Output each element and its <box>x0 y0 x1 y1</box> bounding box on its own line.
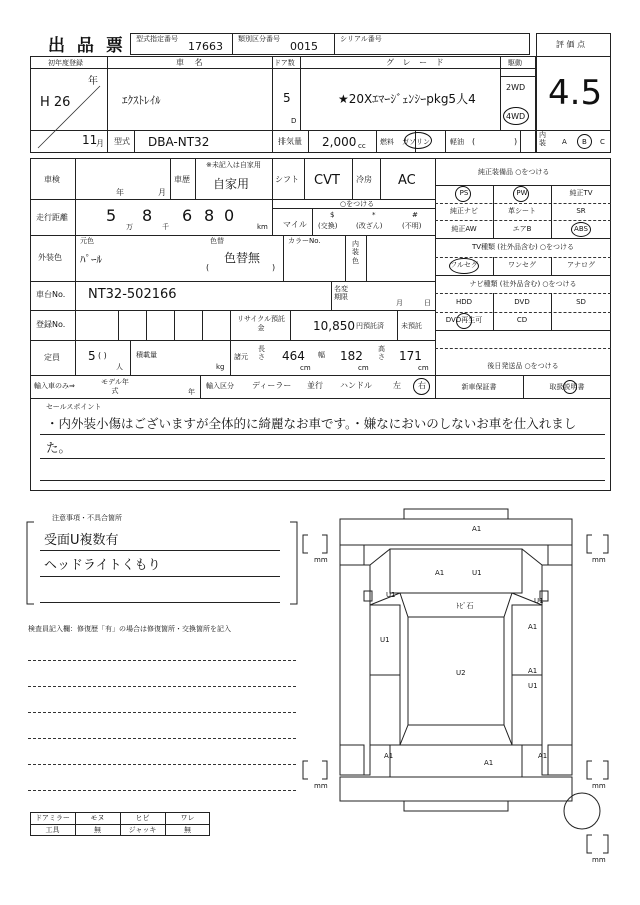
equip-title: 純正装備品 ○をつける <box>478 168 550 176</box>
car-name-value: ｴｸｽﾄﾚｲﾙ <box>122 94 161 107</box>
color-change-open: ( <box>206 263 210 272</box>
mileage-mile: マイル <box>283 220 307 229</box>
mm-fr: mm <box>592 556 606 564</box>
damage-roof: U2 <box>456 669 466 677</box>
car-name-label: 車 名 <box>176 58 207 67</box>
recycle-label: リサイクル預託金 <box>236 315 286 333</box>
mileage-digit-5: 0 <box>224 206 235 225</box>
navi-dvd-play: DVD再生可 <box>445 316 483 324</box>
color-change-label: 色替 <box>210 237 224 245</box>
mileage-sen: 千 <box>162 223 169 231</box>
shift-label: シフト <box>275 175 299 184</box>
mm-rl: mm <box>314 782 328 790</box>
width-unit: cm <box>358 364 369 372</box>
navi-dvd: DVD <box>514 298 530 306</box>
damage-hood-u1: U1 <box>472 569 482 577</box>
mirror-break: ワレ <box>180 814 195 822</box>
load-label: 積載量 <box>136 351 157 359</box>
grade-value: ★20Xｴﾏｰｼﾞｪﾝｼｰpkg5人4 <box>338 92 476 106</box>
displacement-value: 2,000 <box>322 135 357 149</box>
height-value: 171 <box>399 349 422 363</box>
doors-value: 5 <box>283 91 291 105</box>
mileage-man: 万 <box>126 223 133 231</box>
first-reg-month: 11 <box>82 133 98 147</box>
damage-left-door: U1 <box>380 636 390 644</box>
navi-cd: CD <box>516 316 528 324</box>
equip-sr: SR <box>576 207 586 215</box>
model-value: DBA-NT32 <box>148 135 210 149</box>
class-label: 類別区分番号 <box>238 35 280 43</box>
name-change-label: 名変期限 <box>334 285 348 302</box>
color-label: 外装色 <box>38 253 62 262</box>
first-reg-month-unit: 月 <box>96 139 104 148</box>
capacity-paren: ( ) <box>98 351 107 360</box>
reg-no-label: 登録No. <box>36 320 66 329</box>
drive-2wd: 2WD <box>506 83 526 92</box>
notes-item-1: 受面U複数有 <box>44 533 119 548</box>
mileage-unit: km <box>257 223 268 231</box>
import-year: 年 <box>188 388 195 396</box>
history-value: 自家用 <box>213 177 250 191</box>
mileage-unknown-label: (不明) <box>402 222 422 230</box>
capacity-label: 定員 <box>44 353 60 362</box>
import-model-year: モデル年式 <box>101 378 129 396</box>
capacity-value: 5 <box>88 349 96 363</box>
equip-ps: PS <box>459 189 469 197</box>
color-change-close: ) <box>272 263 276 272</box>
equip-navi: 純正ナビ <box>450 207 478 215</box>
first-reg-year-unit: 年 <box>88 76 98 87</box>
damage-trunk: A1 <box>484 759 494 767</box>
mileage-digit-1: 5 <box>106 206 117 225</box>
later-title: 後日発送品 ○をつける <box>487 362 559 370</box>
import-dealer: ディーラー <box>252 381 292 390</box>
length-label: 長さ <box>258 345 265 361</box>
class-no: 0015 <box>290 40 318 53</box>
mileage-alter: * <box>372 211 376 219</box>
tools-label: 工具 <box>45 826 60 834</box>
jack-value: 無 <box>184 826 191 834</box>
grade-label: グ レ ー ド <box>386 58 447 67</box>
drive-4wd-circle <box>503 107 529 125</box>
width-label: 幅 <box>318 351 325 359</box>
drive-4wd: 4WD <box>506 112 526 121</box>
import-right-circle <box>413 378 430 395</box>
length-value: 464 <box>282 349 305 363</box>
damage-right-fender: U1 <box>534 597 544 605</box>
displacement-label: 排気量 <box>278 137 302 146</box>
later-manual-circle <box>563 380 577 394</box>
cooling-value: AC <box>398 173 416 188</box>
import-parallel: 並行 <box>307 381 323 390</box>
equip-abs-circle <box>571 222 591 237</box>
navi-hdd: HDD <box>455 298 473 306</box>
navi-dvd-play-circle <box>456 313 472 329</box>
mileage-swap-label: (交換) <box>318 222 338 230</box>
tv-full-circle <box>449 258 479 274</box>
mm-fl: mm <box>314 556 328 564</box>
length-unit: cm <box>300 364 311 372</box>
equip-abs: ABS <box>574 225 588 233</box>
score-value: 4.5 <box>548 73 603 113</box>
equip-ps-circle <box>455 186 471 202</box>
recycle-unit: 円預託済 <box>356 322 384 330</box>
mileage-swap: $ <box>330 211 335 219</box>
damage-front-bumper: A1 <box>472 525 482 533</box>
dims-label: 諸元 <box>234 353 248 361</box>
jack-label: ジャッキ <box>128 826 157 834</box>
width-value: 182 <box>340 349 363 363</box>
cooling-label: 冷房 <box>356 175 372 184</box>
color-change-value: 色替無 <box>224 251 261 265</box>
first-reg-label: 初年度登録 <box>48 59 83 67</box>
mileage-alter-label: (改ざん) <box>356 222 383 230</box>
chassis-value: NT32-502166 <box>88 287 177 302</box>
equip-airbag: エアB <box>512 225 532 233</box>
import-handle: ハンドル <box>340 381 372 390</box>
shaken-label: 車検 <box>44 175 60 184</box>
sales-point-line2: た。 <box>46 440 72 455</box>
recycle-value: 10,850 <box>313 319 355 333</box>
damage-left-fender: U1 <box>386 591 396 599</box>
serial-label: シリアル番号 <box>340 35 382 43</box>
color-no-label: カラーNo. <box>288 237 321 245</box>
recycle-not: 未預託 <box>401 322 422 330</box>
equip-pw-circle <box>513 186 529 202</box>
interior-a: A <box>562 138 567 146</box>
import-right: 右 <box>418 381 426 390</box>
history-label: 車歴 <box>174 175 190 184</box>
color-orig-label: 元色 <box>80 237 94 245</box>
mileage-unknown: # <box>412 211 418 219</box>
capacity-person: 人 <box>116 363 123 371</box>
color-orig-value: ﾊﾟｰﾙ <box>80 253 102 266</box>
fuel-label: 燃料 <box>380 138 394 146</box>
damage-right-door-rear-a1: A1 <box>528 667 538 675</box>
type-cert-label: 型式指定番号 <box>136 35 178 43</box>
navi-sd: SD <box>576 298 586 306</box>
shaken-month: 月 <box>158 188 166 197</box>
fuel-gas: ガソリン <box>402 138 430 146</box>
notes-item-2: ヘッドライトくもり <box>44 558 161 573</box>
mileage-digit-4: 8 <box>204 206 215 225</box>
height-label: 高さ <box>378 345 385 361</box>
notes-label: 注意事項・不具合箇所 <box>52 514 122 522</box>
chassis-label: 車台No. <box>36 290 66 299</box>
navi-title: ナビ種類 (社外品含む) ○をつける <box>469 280 577 288</box>
fuel-gas-circle <box>404 132 432 149</box>
history-note: ※未記入は自家用 <box>206 161 261 169</box>
name-change-day: 日 <box>424 299 431 307</box>
interior-label: 内装 <box>539 131 546 147</box>
equip-pw: PW <box>516 189 528 197</box>
type-cert-no: 17663 <box>188 40 223 53</box>
sales-point-line1: ・内外装小傷はございますが全体的に綺麗なお車です。・嫌なにおいのしないお車を仕入れまし <box>46 416 577 431</box>
mm-rr: mm <box>592 782 606 790</box>
drive-label: 駆動 <box>508 59 522 67</box>
damage-hood-a1: A1 <box>435 569 445 577</box>
mileage-note-head: ○をつける <box>340 200 375 208</box>
score-label: 評 価 点 <box>556 40 586 49</box>
doors-suffix: D <box>291 117 297 125</box>
mileage-label: 走行距離 <box>36 213 68 222</box>
mirror-label: ドアミラー <box>35 814 70 822</box>
inspector-label: 検査員記入欄：修復歴「有」の場合は修復箇所・交換箇所を記入 <box>28 625 231 633</box>
damage-rear-right: A1 <box>538 752 548 760</box>
doors-label: ドア数 <box>274 59 295 67</box>
damage-windshield: ﾄﾋﾞ石 <box>456 602 474 610</box>
fuel-diesel: 軽油 <box>450 138 464 146</box>
mirror-crack: ヒビ <box>135 814 150 822</box>
shaken-year: 年 <box>116 188 124 197</box>
first-reg-era: H 26 <box>40 95 71 110</box>
tv-one: ワンセグ <box>508 261 536 269</box>
equip-leather: 革シート <box>508 207 536 215</box>
tv-analog: アナログ <box>567 261 595 269</box>
damage-rear-left: A1 <box>384 752 394 760</box>
tv-full: フルセグ <box>450 261 478 269</box>
mileage-digit-2: 8 <box>142 206 153 225</box>
mirror-motor: モヌ <box>90 814 105 822</box>
height-unit: cm <box>418 364 429 372</box>
first-reg-slash <box>30 68 108 153</box>
equip-aw: 純正AW <box>451 225 477 233</box>
import-division: 輸入区分 <box>206 382 234 390</box>
sales-point-label: セールスポイント <box>46 403 102 411</box>
later-warranty: 新車保証書 <box>461 383 497 391</box>
name-change-month: 月 <box>396 299 403 307</box>
sheet-title: 出 品 票 <box>48 36 126 56</box>
model-label: 型式 <box>114 137 130 146</box>
load-unit: kg <box>216 363 225 371</box>
interior-color-label: 内装色 <box>352 240 359 265</box>
later-manual: 取扱説明書 <box>549 383 585 391</box>
interior-b: B <box>582 138 587 146</box>
damage-right-door-rear-u1: U1 <box>528 682 538 690</box>
equip-tv: 純正TV <box>569 189 593 197</box>
tv-title: TV種類 (社外品含む) ○をつける <box>471 243 575 251</box>
fuel-open: ( <box>472 137 476 146</box>
tools-value: 無 <box>94 826 101 834</box>
displacement-unit: cc <box>358 142 366 150</box>
import-label: 輸入車のみ⇒ <box>34 382 75 390</box>
mm-spare: mm <box>592 856 606 864</box>
import-left: 左 <box>393 381 401 390</box>
damage-right-door-front: A1 <box>528 623 538 631</box>
fuel-close: ) <box>514 137 518 146</box>
shift-value: CVT <box>314 173 340 188</box>
mileage-digit-3: 6 <box>182 206 193 225</box>
interior-b-circle <box>577 134 592 149</box>
car-diagram <box>300 505 618 870</box>
interior-c: C <box>600 138 605 146</box>
